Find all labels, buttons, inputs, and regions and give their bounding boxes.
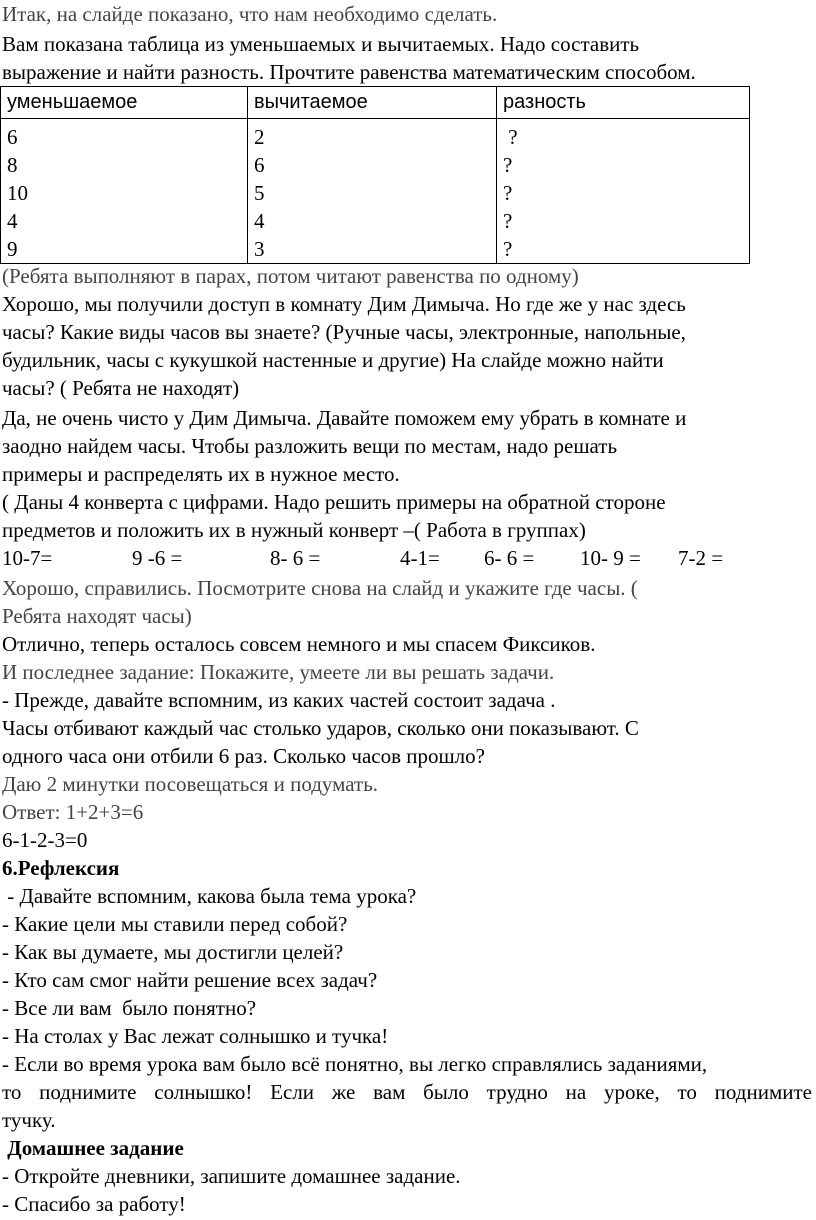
minuend-value: 9 (7, 237, 18, 261)
paragraph-line: ( Даны 4 конверта с цифрами. Надо решить примеры на обратной стороне (2, 490, 666, 514)
paragraph-line: Часы отбивают каждый час столько ударов, сколько они показывают. С (2, 716, 639, 740)
paragraph-line: заодно найдем часы. Чтобы разложить вещи по местам, надо решать (2, 434, 618, 458)
difference-value: ? (503, 153, 513, 177)
minuend-value: 10 (7, 181, 28, 205)
minuend-cell (1, 119, 248, 264)
paragraph-line: Хорошо, мы получили доступ в комнату Дим Димыча. Но где же у нас здесь (2, 292, 686, 316)
reflection-item: - Если во время урока вам было всё понятно, вы легко справлялись заданиями, (2, 1052, 708, 1076)
paragraph-line: (Ребята выполняют в парах, потом читают равенства по одному) (2, 264, 579, 288)
minuend-value: 8 (7, 153, 18, 177)
example-item: 9 -6 = (132, 546, 183, 570)
paragraph-line: Ребята находят часы) (2, 604, 192, 628)
reflection-item: - Все ли вам было понятно? (2, 996, 257, 1020)
paragraph-line: примеры и распределять их в нужное место. (2, 462, 400, 486)
reflection-item: - Как вы думаете, мы достигли целей? (2, 940, 344, 964)
minuend-value: 6 (7, 125, 18, 149)
reflection-item: - Кто сам смог найти решение всех задач? (2, 968, 378, 992)
subtrahend-value: 6 (254, 153, 265, 177)
example-item: 10-7= (2, 546, 53, 570)
paragraph-line: одного часа они отбили 6 раз. Сколько часов прошло? (2, 744, 485, 768)
header-difference: разность (497, 87, 750, 119)
paragraph-line: И последнее задание: Покажите, умеете ли вы решать задачи. (2, 660, 555, 684)
difference-value: ? (503, 181, 513, 205)
difference-value: ? (503, 209, 513, 233)
subtrahend-cell (248, 119, 497, 264)
intro-line: Итак, на слайде показано, что нам необходимо сделать. (2, 2, 498, 26)
subtrahend-value: 5 (254, 181, 265, 205)
reflection-item: - Давайте вспомним, какова была тема урока? (2, 884, 417, 908)
difference-value: ? (503, 237, 513, 261)
paragraph-line: предметов и положить их в нужный конверт –( Работа в группах) (2, 518, 586, 542)
answer-line: Ответ: 1+2+3=6 (2, 800, 144, 824)
paragraph-line: будильник, часы с кукушкой настенные и другие) На слайде можно найти (2, 348, 664, 372)
paragraph-line: Да, не очень чисто у Дим Димыча. Давайте поможем ему убрать в комнате и (2, 406, 687, 430)
table-header-row (1, 87, 750, 119)
reflection-item: тучку. (2, 1108, 56, 1132)
homework-heading: Домашнее задание (2, 1136, 184, 1160)
header-minuend: уменьшаемое (1, 87, 248, 119)
subtrahend-value: 4 (254, 209, 265, 233)
reflection-heading: 6.Рефлексия (2, 856, 120, 880)
header-subtrahend: вычитаемое (248, 87, 497, 119)
paragraph-line: Хорошо, справились. Посмотрите снова на слайд и укажите где часы. ( (2, 576, 638, 600)
homework-item: - Спасибо за работу! (2, 1192, 186, 1216)
example-item: 6- 6 = (484, 546, 535, 570)
minuend-value: 4 (7, 209, 18, 233)
intro-line: выражение и найти разность. Прочтите равенства математическим способом. (2, 60, 696, 84)
reflection-item: то поднимите солнышко! Если же вам было трудно на уроке, то поднимите (2, 1080, 812, 1104)
paragraph-line: Даю 2 минутки посовещаться и подумать. (2, 772, 379, 796)
answer-line: 6-1-2-3=0 (2, 828, 88, 852)
table-row (1, 119, 750, 264)
difference-cell (497, 119, 750, 264)
example-item: 8- 6 = (270, 546, 321, 570)
paragraph-line: - Прежде, давайте вспомним, из каких частей состоит задача . (2, 688, 556, 712)
intro-line: Вам показана таблица из уменьшаемых и вычитаемых. Надо составить (2, 32, 640, 56)
paragraph-line: Отлично, теперь осталось совсем немного и мы спасем Фиксиков. (2, 632, 596, 656)
example-item: 4-1= (400, 546, 440, 570)
subtrahend-value: 3 (254, 237, 265, 261)
reflection-item: - Какие цели мы ставили перед собой? (2, 912, 348, 936)
minuend-subtrahend-table (0, 86, 750, 264)
example-item: 7-2 = (678, 546, 724, 570)
homework-item: - Откройте дневники, запишите домашнее задание. (2, 1164, 461, 1188)
subtrahend-value: 2 (254, 125, 265, 149)
difference-value: ? (503, 125, 518, 149)
paragraph-line: часы? ( Ребята не находят) (2, 376, 240, 400)
reflection-item: - На столах у Вас лежат солнышко и тучка! (2, 1024, 389, 1048)
example-item: 10- 9 = (580, 546, 641, 570)
paragraph-line: часы? Какие виды часов вы знаете? (Ручные часы, электронные, напольные, (2, 320, 686, 344)
